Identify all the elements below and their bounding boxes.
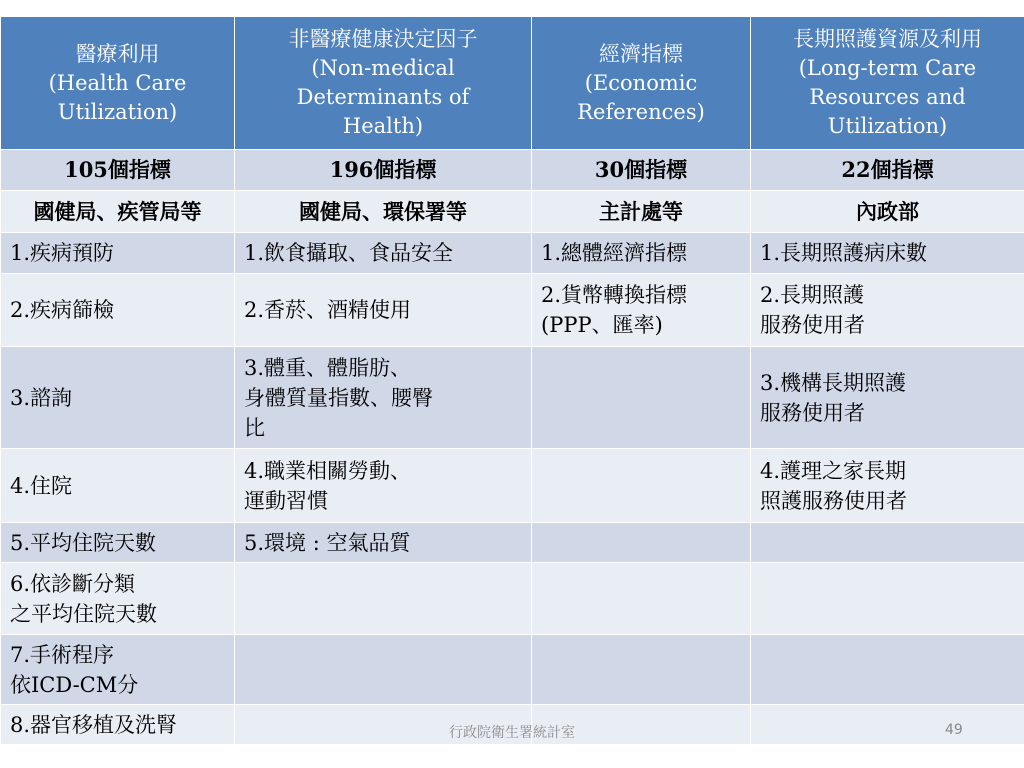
table-cell bbox=[751, 523, 1024, 563]
table-row bbox=[1, 523, 1024, 563]
table-row bbox=[1, 563, 1024, 635]
indicator-count-row bbox=[1, 150, 1024, 191]
table-cell: 3.機構長期照護 服務使用者 bbox=[751, 347, 1024, 449]
count-cell: 22個指標 bbox=[751, 150, 1024, 191]
count-cell: 30個指標 bbox=[532, 150, 751, 191]
agency-row bbox=[1, 191, 1024, 233]
header-non-medical-determinants: 非醫療健康決定因子 (Non-medical Determinants of Health) bbox=[235, 17, 532, 150]
table-cell bbox=[235, 563, 532, 635]
table-cell: 2.貨幣轉換指標 (PPP、匯率) bbox=[532, 274, 751, 347]
table-cell: 4.護理之家長期 照護服務使用者 bbox=[751, 449, 1024, 523]
table-row bbox=[1, 449, 1024, 523]
table-cell: 6.依診斷分類 之平均住院天數 bbox=[1, 563, 235, 635]
table-cell: 4.住院 bbox=[1, 449, 235, 523]
table-cell bbox=[532, 635, 751, 705]
table-row bbox=[1, 233, 1024, 274]
footer-organization: 行政院衛生署統計室 bbox=[449, 725, 575, 741]
table-cell: 4.職業相關勞動、 運動習慣 bbox=[235, 449, 532, 523]
table-cell bbox=[532, 347, 751, 449]
agency-cell: 國健局、環保署等 bbox=[235, 191, 532, 233]
table-cell bbox=[532, 563, 751, 635]
agency-cell: 內政部 bbox=[751, 191, 1024, 233]
table-cell: 2.疾病篩檢 bbox=[1, 274, 235, 347]
table-cell bbox=[532, 449, 751, 523]
header-row bbox=[1, 17, 1024, 150]
header-long-term-care: 長期照護資源及利用 (Long-term Care Resources and Utilization) bbox=[751, 17, 1024, 150]
table-row bbox=[1, 274, 1024, 347]
table-cell: 2.長期照護 服務使用者 bbox=[751, 274, 1024, 347]
table-cell bbox=[751, 563, 1024, 635]
table-cell: 3.體重、體脂肪、 身體質量指數、腰臀 比 bbox=[235, 347, 532, 449]
indicator-table bbox=[0, 16, 1024, 745]
table-cell bbox=[235, 635, 532, 705]
table-cell bbox=[532, 523, 751, 563]
header-health-care-utilization: 醫療利用 (Health Care Utilization) bbox=[1, 17, 235, 150]
table-row bbox=[1, 347, 1024, 449]
table-cell: 1.疾病預防 bbox=[1, 233, 235, 274]
table-cell: 5.平均住院天數 bbox=[1, 523, 235, 563]
table-cell: 1.總體經濟指標 bbox=[532, 233, 751, 274]
table-cell: 8.器官移植及洗腎 bbox=[1, 705, 235, 745]
page-number: 49 bbox=[945, 722, 963, 738]
table-cell: 2.香菸、酒精使用 bbox=[235, 274, 532, 347]
count-cell: 196個指標 bbox=[235, 150, 532, 191]
table-cell: 1.飲食攝取、食品安全 bbox=[235, 233, 532, 274]
table-row bbox=[1, 635, 1024, 705]
table-cell: 1.長期照護病床數 bbox=[751, 233, 1024, 274]
header-economic-references: 經濟指標 (Economic References) bbox=[532, 17, 751, 150]
table-cell: 5.環境 : 空氣品質 bbox=[235, 523, 532, 563]
table-cell bbox=[751, 635, 1024, 705]
agency-cell: 主計處等 bbox=[532, 191, 751, 233]
agency-cell: 國健局、疾管局等 bbox=[1, 191, 235, 233]
table-cell: 3.諮詢 bbox=[1, 347, 235, 449]
table-cell: 7.手術程序 依ICD-CM分 bbox=[1, 635, 235, 705]
count-cell: 105個指標 bbox=[1, 150, 235, 191]
